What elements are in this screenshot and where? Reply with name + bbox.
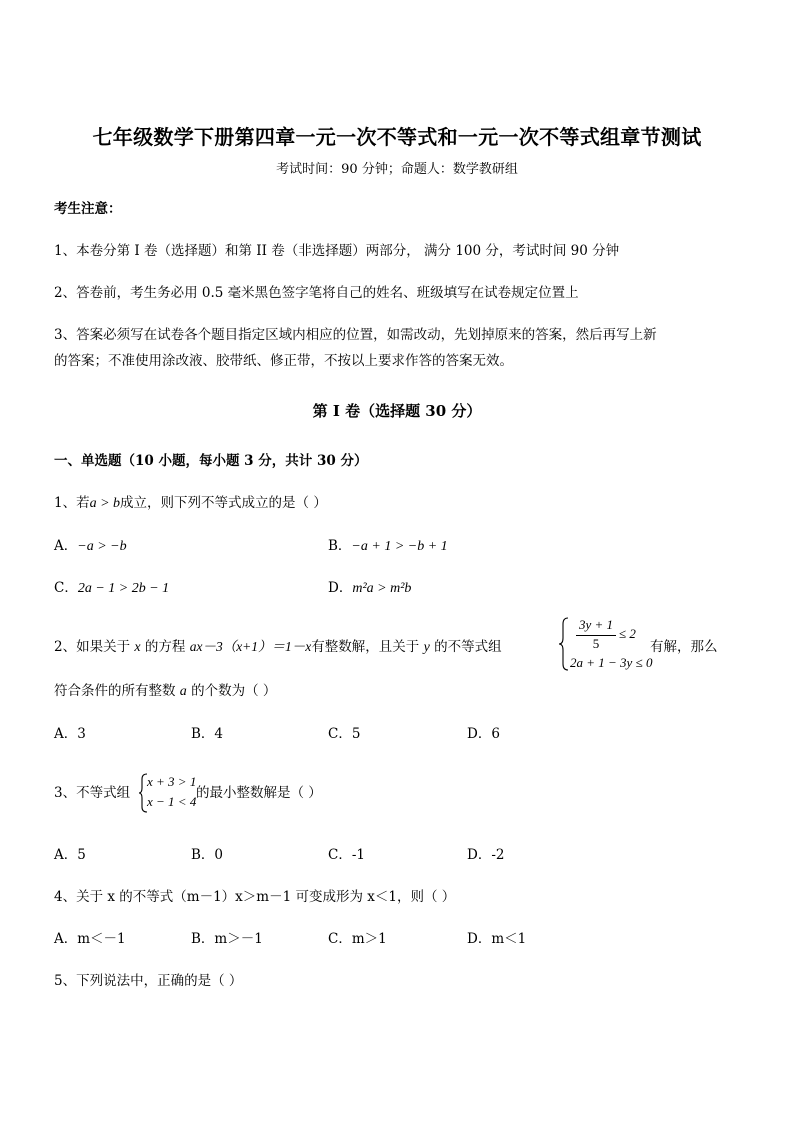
option-value: 4 <box>214 726 224 742</box>
q2-var-x: x <box>134 640 141 655</box>
q2-fraction-numerator: 3y + 1 <box>578 617 614 632</box>
option-label: D． <box>467 931 492 947</box>
option-value: -2 <box>491 847 505 863</box>
option-label: B． <box>191 847 215 863</box>
q4-option-a[interactable] <box>54 930 126 948</box>
q2-var-a: a <box>179 684 187 699</box>
option-label: C． <box>328 847 352 863</box>
q2-line2-b: 的个数为（ ） <box>191 683 277 699</box>
question-5: 5、下列说法中，正确的是（ ） <box>54 973 243 989</box>
q2-row2: 2a + 1 − 3y ≤ 0 <box>570 655 653 670</box>
q2-mid2: 有整数解，且关于 <box>311 639 420 655</box>
notice-item-3: 3、答案必须写在试卷各个题目指定区域内相应的位置，如需改动，先划掉原来的答案，然后再写上新 <box>54 327 657 343</box>
question-4: 4、关于 x 的不等式（m－1）x＞m－1 可变成形为 x＜1，则（ ） <box>54 889 456 905</box>
q2-mid1: 的方程 <box>144 639 186 655</box>
q2-prefix: 2、如果关于 <box>54 639 131 655</box>
option-label: D． <box>467 847 492 863</box>
option-value: -1 <box>351 847 365 863</box>
section-title: 第 I 卷（选择题 30 分） <box>312 402 482 420</box>
part-heading: 一、单选题（10 小题，每小题 3 分，共计 30 分） <box>54 453 368 469</box>
option-value: m＞1 <box>351 931 387 947</box>
q3-option-c[interactable] <box>328 846 365 864</box>
option-value: m＞－1 <box>214 931 263 947</box>
q4-option-c[interactable] <box>328 930 387 948</box>
option-label: C． <box>54 580 78 596</box>
q2-inequality-system <box>558 616 653 672</box>
q2-option-c[interactable] <box>328 725 360 743</box>
exam-title: 七年级数学下册第四章一元一次不等式和一元一次不等式组章节测试 <box>92 125 702 149</box>
option-value: m＜1 <box>491 931 527 947</box>
q1-condition: a > b <box>89 496 121 511</box>
q1-option-c[interactable] <box>54 579 169 598</box>
option-label: B． <box>191 726 215 742</box>
option-label: B． <box>328 538 352 554</box>
notice-item-3-cont: 的答案；不准使用涂改液、胶带纸、修正带，不按以上要求作答的答案无效。 <box>54 353 513 369</box>
q2-option-d[interactable] <box>467 725 500 743</box>
q3-inequality-system <box>138 772 198 814</box>
option-expr: m²a > m²b <box>352 581 412 596</box>
q4-option-d[interactable] <box>467 930 526 948</box>
q1-option-b[interactable] <box>328 537 448 556</box>
q1-prefix: 1、若 <box>54 495 90 511</box>
q2-fraction-denominator: 5 <box>592 636 600 651</box>
q2-equation: ax－3（x+1）＝1－x <box>189 639 312 654</box>
q2-mid3: 的不等式组 <box>434 639 502 655</box>
q3-suffix: 的最小整数解是（ ） <box>196 785 322 801</box>
option-value: 3 <box>77 726 86 742</box>
q3-option-d[interactable] <box>467 846 504 864</box>
notice-item-1: 1、本卷分第 I 卷（选择题）和第 II 卷（非选择题）两部分， 满分 100 分，考试时间 90 分钟 <box>54 243 620 259</box>
option-expr: −a > −b <box>77 539 127 554</box>
option-label: C． <box>328 726 352 742</box>
notice-item-2: 2、答卷前，考生务必用 0.5 毫米黑色签字笔将自己的姓名、班级填写在试卷规定位置上 <box>54 285 579 301</box>
q4-option-b[interactable] <box>191 930 263 948</box>
q2-var-y: y <box>423 640 430 655</box>
question-1 <box>54 494 327 513</box>
q1-option-d[interactable] <box>328 579 411 598</box>
q2-option-a[interactable] <box>54 725 86 743</box>
q3-row1: x + 3 > 1 <box>147 774 197 789</box>
option-label: A． <box>54 726 78 742</box>
notice-heading: 考生注意： <box>54 201 122 217</box>
question-2-cont <box>54 682 276 701</box>
q2-line2-a: 符合条件的所有整数 <box>54 683 176 699</box>
option-value: 5 <box>351 726 361 742</box>
q2-row1-relation: ≤ 2 <box>619 626 636 641</box>
option-label: C． <box>328 931 352 947</box>
q3-option-a[interactable] <box>54 846 86 864</box>
option-label: B． <box>191 931 215 947</box>
option-value: 0 <box>214 847 224 863</box>
option-value: m＜－1 <box>77 931 126 947</box>
q3-prefix: 3、不等式组 <box>54 785 131 801</box>
q3-row2: x − 1 < 4 <box>147 794 197 809</box>
option-label: D． <box>328 580 353 596</box>
option-label: A． <box>54 931 78 947</box>
q3-option-b[interactable] <box>191 846 223 864</box>
option-value: 5 <box>77 847 86 863</box>
option-label: D． <box>467 726 492 742</box>
option-value: 6 <box>491 726 500 742</box>
question-2 <box>54 638 502 657</box>
q1-suffix: 成立，则下列不等式成立的是（ ） <box>120 495 327 511</box>
option-expr: −a + 1 > −b + 1 <box>351 539 448 554</box>
option-label: A． <box>54 538 78 554</box>
q1-option-a[interactable] <box>54 537 127 556</box>
option-label: A． <box>54 847 78 863</box>
option-expr: 2a − 1 > 2b − 1 <box>77 581 170 596</box>
left-brace-icon <box>558 616 570 672</box>
q2-suffix: 有解，那么 <box>650 639 718 655</box>
q2-option-b[interactable] <box>191 725 223 743</box>
exam-subtitle: 考试时间：90 分钟；命题人：数学教研组 <box>276 162 518 177</box>
